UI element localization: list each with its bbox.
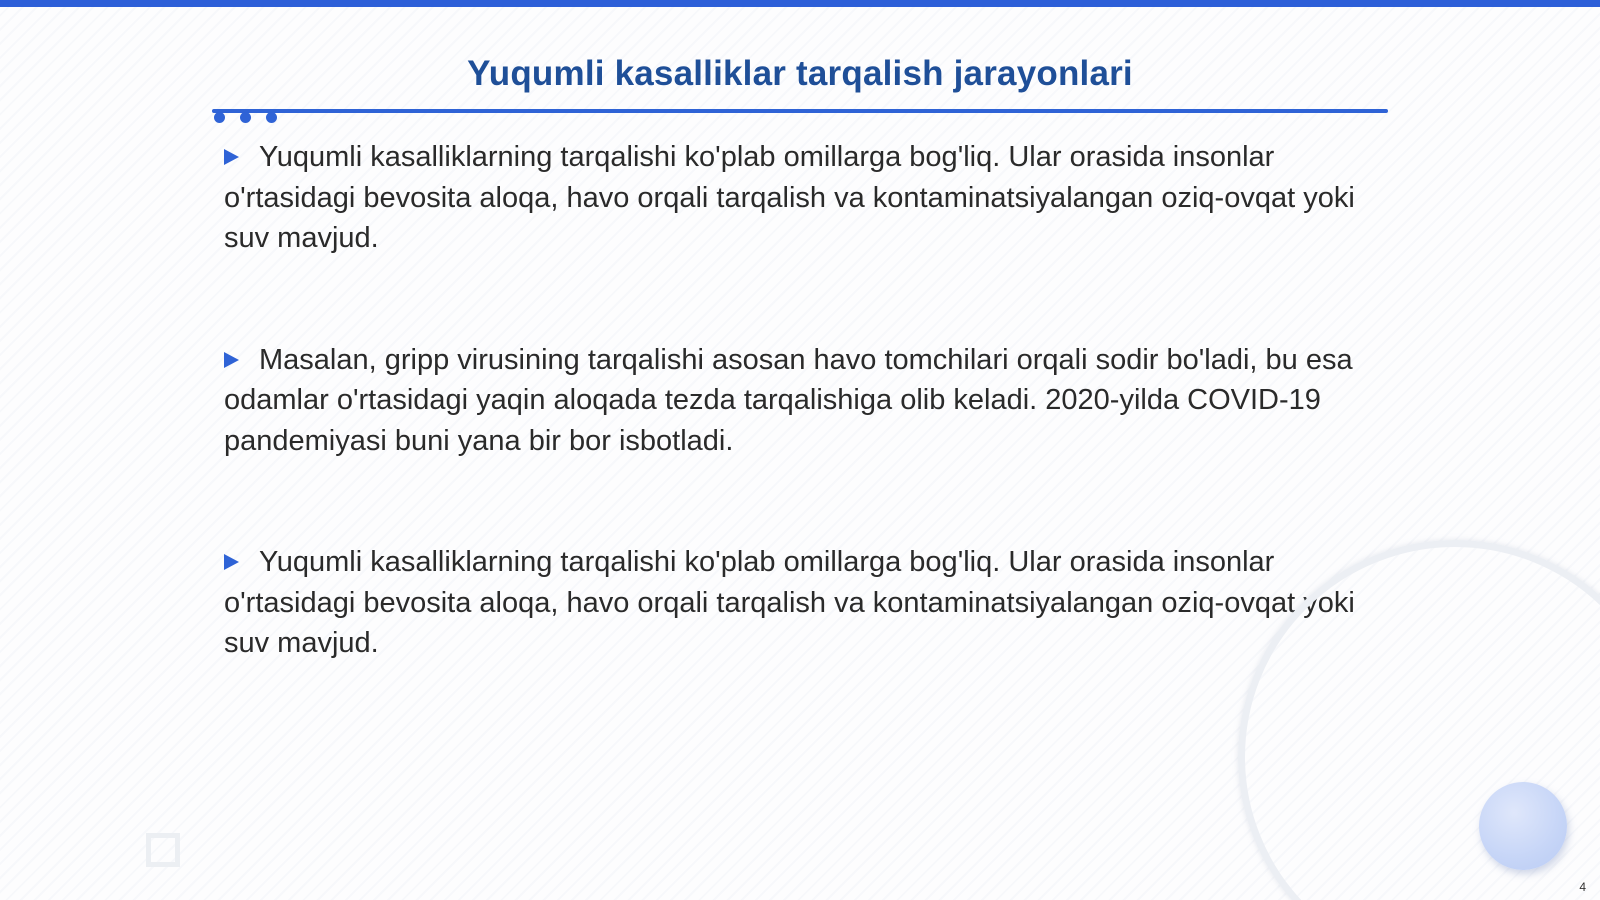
triangle-right-icon: [224, 554, 239, 570]
triangle-right-icon: [224, 149, 239, 165]
decorative-dot: [266, 112, 277, 123]
bullet-text: Yuqumli kasalliklarning tarqalishi ko'plab omillarga bog'liq. Ular orasida insonlar o'rtasidagi bevosita aloqa, havo orqali tarqalish va kontaminatsiyalangan oziq-ovqat yoki suv mavjud.: [224, 141, 1355, 254]
triangle-right-icon: [224, 352, 239, 368]
bullet-text: Yuqumli kasalliklarning tarqalishi ko'plab omillarga bog'liq. Ular orasida insonlar o'rtasidagi bevosita aloqa, havo orqali tarqalish va kontaminatsiyalangan oziq-ovqat yoki suv mavjud.: [224, 546, 1355, 659]
decorative-square-outline: [146, 833, 180, 867]
slide-title: Yuqumli kasalliklar tarqalish jarayonlari: [467, 54, 1133, 93]
bullet-text: Masalan, gripp virusining tarqalishi asosan havo tomchilari orqali sodir bo'ladi, bu esa odamlar o'rtasidagi yaqin aloqada tezda tarqalishiga olib keladi. 2020-yilda COVID-19 pandemiyasi buni yana bir bor isbotladi.: [224, 343, 1353, 457]
bullet-item: [224, 542, 1384, 664]
decorative-circle-filled: [1479, 782, 1567, 870]
bullet-list: [224, 137, 1384, 745]
top-accent-bar: [0, 0, 1600, 7]
decorative-dot: [240, 112, 251, 123]
bullet-item: [224, 137, 1384, 259]
decorative-dot: [214, 112, 225, 123]
page-number: 4: [1579, 880, 1586, 894]
bullet-item: [224, 340, 1384, 462]
title-underline: [212, 109, 1388, 113]
